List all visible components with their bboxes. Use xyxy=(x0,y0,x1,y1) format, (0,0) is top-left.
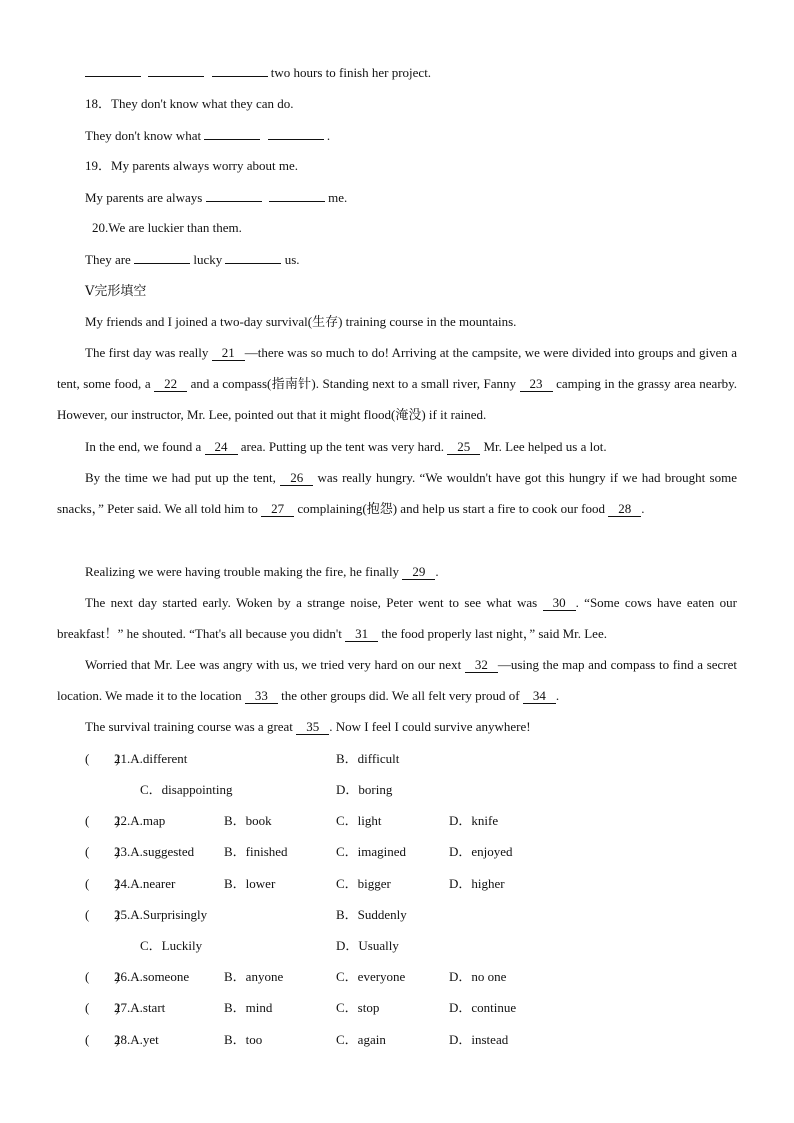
answer-prefix: They are xyxy=(85,252,131,267)
passage-text: was really hungry. “We wouldn't have got this hungry if we had brought some snacks，” Peter said. We all told him to xyxy=(57,470,737,516)
cloze-blank-30[interactable]: 30 xyxy=(543,596,576,611)
passage-text: In the end, we found a xyxy=(85,439,202,454)
passage-p6 xyxy=(57,587,737,649)
passage-p7 xyxy=(57,649,737,711)
cloze-blank-22[interactable]: 22 xyxy=(154,377,187,392)
passage-text: camping in the grassy area nearby. However, our instructor, Mr. Lee, pointed out that it might flood(淹没) if it rained. xyxy=(57,376,738,422)
q18-question xyxy=(85,96,294,112)
q17-answer-line xyxy=(85,64,431,81)
answer-suffix: me. xyxy=(328,190,348,205)
passage-text: The first day was really xyxy=(85,345,209,360)
cloze-blank-34[interactable]: 34 xyxy=(523,689,556,704)
q20-question xyxy=(92,220,242,236)
answer-prefix: They don't know what xyxy=(85,128,202,143)
passage-text: —using the map and compass to find a secret location. We made it to the location xyxy=(57,657,738,703)
cloze-blank-32[interactable]: 32 xyxy=(465,658,498,673)
option-b[interactable]: B．anyone xyxy=(224,969,284,984)
passage-text: The next day started early. Woken by a strange noise, Peter went to see what was xyxy=(85,595,538,610)
question-number: 19． xyxy=(85,158,112,173)
passage-text: . “Some cows have eaten our breakfast！” he shouted. “That's all because you didn't xyxy=(57,595,737,641)
answer-blank[interactable] xyxy=(225,251,281,264)
answer-middle: lucky xyxy=(193,252,223,267)
answer-paren[interactable]: ( ) xyxy=(85,844,120,859)
answer-suffix: . xyxy=(326,128,331,143)
passage-text: Realizing we were having trouble making the fire, he finally xyxy=(85,564,400,579)
option-d[interactable]: D．higher xyxy=(449,876,505,891)
option-b[interactable]: B．finished xyxy=(224,844,288,859)
cloze-blank-23[interactable]: 23 xyxy=(520,377,553,392)
cloze-blank-31[interactable]: 31 xyxy=(345,627,378,642)
passage-text: the other groups did. We all felt very proud of xyxy=(281,688,520,703)
option-a[interactable]: 24.A.nearer xyxy=(114,876,176,891)
cloze-blank-27[interactable]: 27 xyxy=(261,502,294,517)
answer-prefix: My parents are always xyxy=(85,190,203,205)
cloze-blank-35[interactable]: 35 xyxy=(296,720,329,735)
option-b[interactable]: B．mind xyxy=(224,1000,273,1015)
passage-p2 xyxy=(57,337,737,430)
answer-paren[interactable]: ( ) xyxy=(85,969,120,984)
option-d[interactable]: D．Usually xyxy=(336,938,399,953)
q19-question xyxy=(85,158,298,174)
option-a[interactable]: 21.A.different xyxy=(114,751,188,766)
option-c[interactable]: C．stop xyxy=(336,1000,380,1015)
cloze-blank-21[interactable]: 21 xyxy=(212,346,245,361)
option-c[interactable]: C．again xyxy=(336,1032,386,1047)
passage-text: the food properly last night，” said Mr. Lee. xyxy=(381,626,607,641)
cloze-blank-29[interactable]: 29 xyxy=(402,565,435,580)
section-title: Ⅴ完形填空 xyxy=(85,283,147,298)
passage-text: . xyxy=(555,688,560,703)
answer-suffix: us. xyxy=(284,252,300,267)
option-d[interactable]: D．knife xyxy=(449,813,499,828)
option-c[interactable]: C．imagined xyxy=(336,844,407,859)
passage-text: —there was so much to do! Arriving at the campsite, we were divided into groups and given a tent, some food, a xyxy=(57,345,738,391)
answer-paren[interactable]: ( ) xyxy=(85,813,120,828)
question-text: 20.We are luckier than them. xyxy=(92,220,242,235)
option-b[interactable]: B．lower xyxy=(224,876,276,891)
answer-paren[interactable]: ( ) xyxy=(85,907,120,922)
cloze-blank-33[interactable]: 33 xyxy=(245,689,278,704)
option-d[interactable]: D．instead xyxy=(449,1032,509,1047)
option-c[interactable]: C．light xyxy=(336,813,382,828)
cloze-blank-25[interactable]: 25 xyxy=(447,440,480,455)
passage-text: and a compass(指南针). Standing next to a small river, Fanny xyxy=(190,376,517,391)
q20-answer-line xyxy=(85,251,300,268)
option-a[interactable]: 23.A.suggested xyxy=(114,844,195,859)
passage-text: . xyxy=(435,564,439,579)
answer-blank[interactable] xyxy=(269,189,325,202)
answer-blank[interactable] xyxy=(212,64,268,77)
option-b[interactable]: B．book xyxy=(224,813,272,828)
passage-text: The survival training course was a great xyxy=(85,719,293,734)
cloze-blank-24[interactable]: 24 xyxy=(205,440,238,455)
answer-paren[interactable]: ( ) xyxy=(85,1000,120,1015)
option-a[interactable]: 22.A.map xyxy=(114,813,166,828)
option-b[interactable]: B．difficult xyxy=(336,751,400,766)
q19-answer-line xyxy=(85,189,347,206)
option-c[interactable]: C．disappointing xyxy=(140,782,233,797)
passage-p8 xyxy=(57,711,737,742)
passage-text: By the time we had put up the tent, xyxy=(85,470,276,485)
answer-paren[interactable]: ( ) xyxy=(85,751,120,766)
option-c[interactable]: C．bigger xyxy=(336,876,391,891)
option-c[interactable]: C．everyone xyxy=(336,969,406,984)
option-d[interactable]: D．boring xyxy=(336,782,393,797)
answer-blank[interactable] xyxy=(206,189,262,202)
option-d[interactable]: D．no one xyxy=(449,969,507,984)
question-text: My parents always worry about me. xyxy=(111,158,299,173)
option-a[interactable]: 27.A.start xyxy=(114,1000,166,1015)
cloze-blank-26[interactable]: 26 xyxy=(280,471,313,486)
answer-paren[interactable]: ( ) xyxy=(85,876,120,891)
passage-text: area. Putting up the tent was very hard. xyxy=(240,439,444,454)
answer-paren[interactable]: ( ) xyxy=(85,1032,120,1047)
passage-text: . Now I feel I could survive anywhere! xyxy=(329,719,531,734)
question-number: 18． xyxy=(85,96,112,111)
passage-p5 xyxy=(57,556,737,587)
passage-text: My friends and I joined a two-day survival(生存) training course in the mountains. xyxy=(85,314,517,329)
option-a[interactable]: 26.A.someone xyxy=(114,969,190,984)
passage-text: Mr. Lee helped us a lot. xyxy=(483,439,607,454)
cloze-blank-28[interactable]: 28 xyxy=(608,502,641,517)
passage-text: Worried that Mr. Lee was angry with us, we tried very hard on our next xyxy=(85,657,462,672)
q17-tail-text: two hours to finish her project. xyxy=(270,65,432,80)
passage-text: complaining(抱怨) and help us start a fire to cook our food xyxy=(297,501,605,516)
answer-blank[interactable] xyxy=(204,127,260,140)
option-a[interactable]: 25.A.Surprisingly xyxy=(114,907,208,922)
passage-p1 xyxy=(57,306,737,337)
option-d[interactable]: D．enjoyed xyxy=(449,844,513,859)
answer-blank[interactable] xyxy=(148,64,204,77)
passage-p4 xyxy=(57,462,737,524)
option-b[interactable]: B．too xyxy=(224,1032,263,1047)
answer-blank[interactable] xyxy=(134,251,190,264)
q18-answer-line xyxy=(85,127,330,144)
passage-p3 xyxy=(57,431,737,462)
option-b[interactable]: B．Suddenly xyxy=(336,907,407,922)
option-d[interactable]: D．continue xyxy=(449,1000,517,1015)
question-text: They don't know what they can do. xyxy=(111,96,294,111)
answer-blank[interactable] xyxy=(268,127,324,140)
option-c[interactable]: C．Luckily xyxy=(140,938,203,953)
passage-text: . xyxy=(641,501,645,516)
option-a[interactable]: 28.A.yet xyxy=(114,1032,159,1047)
answer-blank[interactable] xyxy=(85,64,141,77)
